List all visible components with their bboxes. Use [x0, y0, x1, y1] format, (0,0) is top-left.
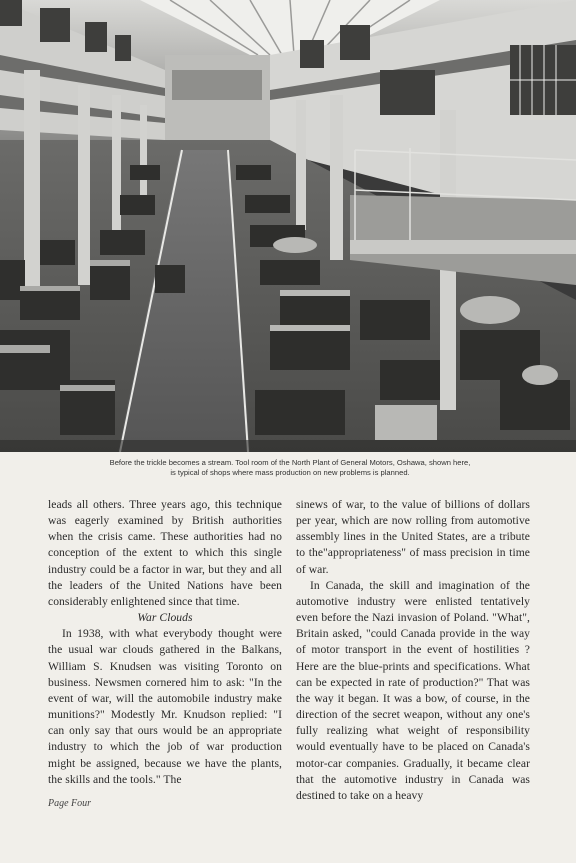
- caption-line-1: Before the trickle becomes a stream. Tool room of the North Plant of General Motors, Oshawa, shown here,: [109, 458, 471, 467]
- caption-line-2: is typical of shops where mass production on new problems is planned.: [170, 468, 410, 477]
- section-subhead: War Clouds: [137, 611, 193, 625]
- right-column: [296, 497, 530, 804]
- left-paragraph-2: In 1938, with what everybody thought were the usual war clouds gathered in the Balkans, William S. Knudsen was visiting Toronto on business. Newsmen cornered him to ask: "In the event of war, will the automobile industry make munitions?" Modestly Mr. Knudson replied: "I can only say that ours would be an appropriate industry to which the job of war production might be assigned, because we have the plants, the skills and the tools." The: [48, 627, 282, 786]
- photo-caption: [40, 458, 540, 478]
- page-number-label: Page Four: [48, 798, 92, 809]
- right-paragraph-2: In Canada, the skill and imagination of the automotive industry were enlisted tentatively even before the Nazi invasion of Poland. "What", Britain asked, "could Canada provide in the way of motor transport in the event of hostilities ? Here are the blue-prints and specifications. What can be expected in rate of production?" That was the way it began. It was a bow, of course, in the direction of the secret weapon, without any one's fully realizing what weight of responsibility would eventually have to be placed on Canada's motor-car companies. Gradually, it became clear that the automotive industry in Canada was destined to take on a heavy: [296, 578, 530, 802]
- left-paragraph-1: leads all others. Three years ago, this technique was eagerly examined by British authorities when the crisis came. These authorities had no conception of the extent to which this single industry could be a factor in war, but they and all the leaders of the United Nations have been considerably enlightened since that time.: [48, 498, 282, 608]
- right-paragraph-1: sinews of war, to the value of billions of dollars per year, which are now rolling from automotive assembly lines in the United States, are a tribute to the"appropriateness" of mass precision in time of war.: [296, 498, 530, 576]
- left-column: [48, 497, 282, 788]
